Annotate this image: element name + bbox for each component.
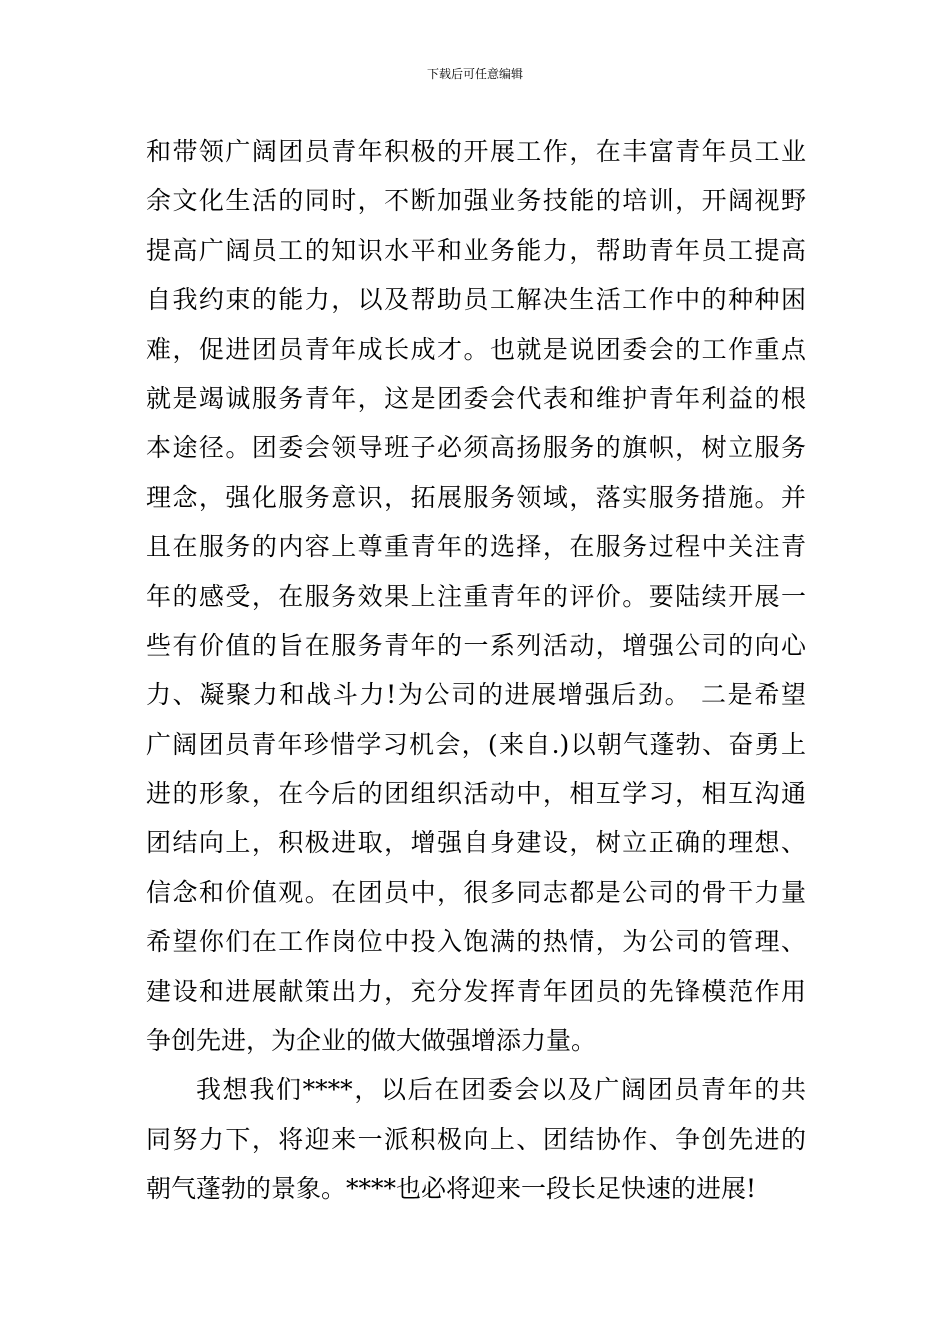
- body-line-22: 朝气蓬勃的景象。****也必将迎来一段长足快速的进展!: [146, 1174, 757, 1204]
- body-line-18: 建设和进展献策出力，充分发挥青年团员的先锋模范作用: [146, 976, 806, 1006]
- body-line-8: 理念，强化服务意识，拓展服务领域，落实服务措施。并: [146, 482, 806, 512]
- page-header: 下载后可任意编辑: [426, 67, 523, 81]
- body-line-7: 本途径。团委会领导班子必须高扬服务的旗帜，树立服务: [146, 433, 806, 463]
- body-line-10: 年的感受，在服务效果上注重青年的评价。要陆续开展一: [146, 581, 806, 611]
- body-line-6: 就是竭诚服务青年，这是团委会代表和维护青年利益的根: [146, 383, 806, 413]
- body-line-9: 且在服务的内容上尊重青年的选择，在服务过程中关注青: [146, 532, 806, 562]
- body-line-14: 进的形象，在今后的团组织活动中，相互学习，相互沟通: [146, 779, 806, 809]
- body-line-13: 广阔团员青年珍惜学习机会，(来自.)以朝气蓬勃、奋勇上: [146, 729, 806, 759]
- body-line-17: 希望你们在工作岗位中投入饱满的热情，为公司的管理、: [146, 927, 806, 957]
- body-line-21: 同努力下，将迎来一派积极向上、团结协作、争创先进的: [146, 1124, 806, 1154]
- body-line-12: 力、凝聚力和战斗力!为公司的进展增强后劲。 二是希望: [146, 680, 806, 710]
- body-line-11: 些有价值的旨在服务青年的一系列活动，增强公司的向心: [146, 630, 806, 660]
- document-body: [146, 127, 806, 1214]
- body-line-15: 团结向上，积极进取，增强自身建设，树立正确的理想、: [146, 828, 806, 858]
- body-line-16: 信念和价值观。在团员中，很多同志都是公司的骨干力量: [146, 877, 806, 907]
- body-line-3: 提高广阔员工的知识水平和业务能力，帮助青年员工提高: [146, 235, 806, 265]
- body-line-5: 难，促进团员青年成长成才。也就是说团委会的工作重点: [146, 334, 806, 364]
- body-line-19: 争创先进，为企业的做大做强增添力量。: [146, 1026, 597, 1056]
- body-line-2: 余文化生活的同时，不断加强业务技能的培训，开阔视野: [146, 186, 806, 216]
- body-line-20: 我想我们****，以后在团委会以及广阔团员青年的共: [196, 1075, 806, 1105]
- body-line-1: 和带领广阔团员青年积极的开展工作，在丰富青年员工业: [146, 137, 806, 166]
- body-line-4: 自我约束的能力，以及帮助员工解决生活工作中的种种困: [146, 285, 806, 315]
